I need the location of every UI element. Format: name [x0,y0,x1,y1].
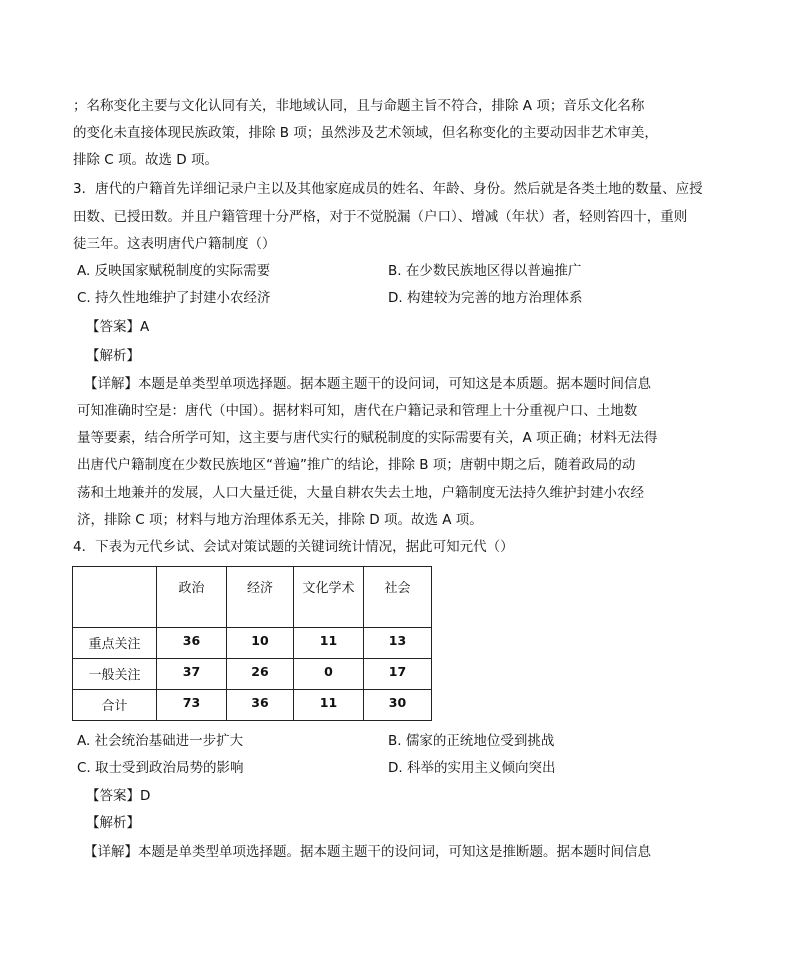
table-header-cell: 经济 [227,567,294,628]
question-3-detail-line-2: 可知准确时空是：唐代（中国）。据材料可知，唐代在户籍记录和管理上十分重视户口、土地数 [77,403,638,419]
table-header-row [73,567,432,628]
question-4-detail-line-1: 【详解】本题是单类型单项选择题。据本题主题干的设问词，可知这是推断题。据本题时间信息 [84,844,651,860]
table-row [73,690,432,721]
table-row [73,659,432,690]
question-3-option-a: A. 反映国家赋税制度的实际需要 [77,263,271,279]
table-cell: 36 [157,628,227,659]
question-4-option-d: D. 科举的实用主义倾向突出 [388,760,556,776]
table-cell: 11 [294,690,364,721]
table-header-cell [73,567,157,628]
table-cell: 10 [227,628,294,659]
question-3-answer: 【答案】A [86,319,150,335]
table-cell: 11 [294,628,364,659]
question-4-option-b: B. 儒家的正统地位受到挑战 [388,733,555,749]
question-3-detail-line-4: 出唐代户籍制度在少数民族地区“普遍”推广的结论，排除 B 项；唐朝中期之后，随着政局的动 [77,457,636,473]
prev-analysis-line-3: 排除 C 项。故选 D 项。 [73,152,218,168]
question-4-analysis-label: 【解析】 [86,815,140,831]
question-3-detail-line-3: 量等要素，结合所学可知，这主要与唐代实行的赋税制度的实际需要有关，A 项正确；材料无法得 [77,430,658,446]
question-3-detail-line-6: 济，排除 C 项；材料与地方治理体系无关，排除 D 项。故选 A 项。 [77,512,483,528]
table-cell: 30 [364,690,432,721]
table-cell: 37 [157,659,227,690]
question-3-stem-line-1: 3．唐代的户籍首先详细记录户主以及其他家庭成员的姓名、年龄、身份。然后就是各类土地的数量、应授 [73,181,703,197]
keyword-stats-table [72,566,432,721]
table-row [73,628,432,659]
question-3-stem-line-3: 徒三年。这表明唐代户籍制度（） [73,236,276,252]
table-cell: 17 [364,659,432,690]
question-3-option-b: B. 在少数民族地区得以普遍推广 [388,263,582,279]
table-row-label: 重点关注 [73,628,157,659]
table-cell: 36 [227,690,294,721]
question-4-option-a: A. 社会统治基础进一步扩大 [77,733,244,749]
table-header-cell: 政治 [157,567,227,628]
question-4-answer: 【答案】D [86,788,151,804]
question-3-detail-line-5: 荡和土地兼并的发展，人口大量迁徙，大量自耕农失去土地，户籍制度无法持久维护封建小农经 [77,485,644,501]
table-cell: 73 [157,690,227,721]
question-3-option-d: D. 构建较为完善的地方治理体系 [388,290,583,306]
prev-analysis-line-2: 的变化未直接体现民族政策，排除 B 项；虽然涉及艺术领域，但名称变化的主要动因非艺术审美， [73,125,658,141]
table-header-cell: 文化学术 [294,567,364,628]
table-cell: 0 [294,659,364,690]
table-header-cell: 社会 [364,567,432,628]
table-row-label: 一般关注 [73,659,157,690]
question-3-detail-line-1: 【详解】本题是单类型单项选择题。据本题主题干的设问词，可知这是本质题。据本题时间信息 [84,376,651,392]
table-cell: 26 [227,659,294,690]
question-4-option-c: C. 取士受到政治局势的影响 [77,760,244,776]
prev-analysis-line-1: ；名称变化主要与文化认同有关，非地域认同，且与命题主旨不符合，排除 A 项；音乐文化名称 [73,98,645,114]
table-cell: 13 [364,628,432,659]
question-3-option-c: C. 持久性地维护了封建小农经济 [77,290,271,306]
question-3-analysis-label: 【解析】 [86,348,140,364]
table-row-label: 合计 [73,690,157,721]
question-4-stem: 4．下表为元代乡试、会试对策试题的关键词统计情况，据此可知元代（） [73,539,514,555]
question-3-stem-line-2: 田数、已授田数。并且户籍管理十分严格，对于不觉脱漏（户口）、增减（年状）者，轻则笞四十，重则 [73,209,688,225]
